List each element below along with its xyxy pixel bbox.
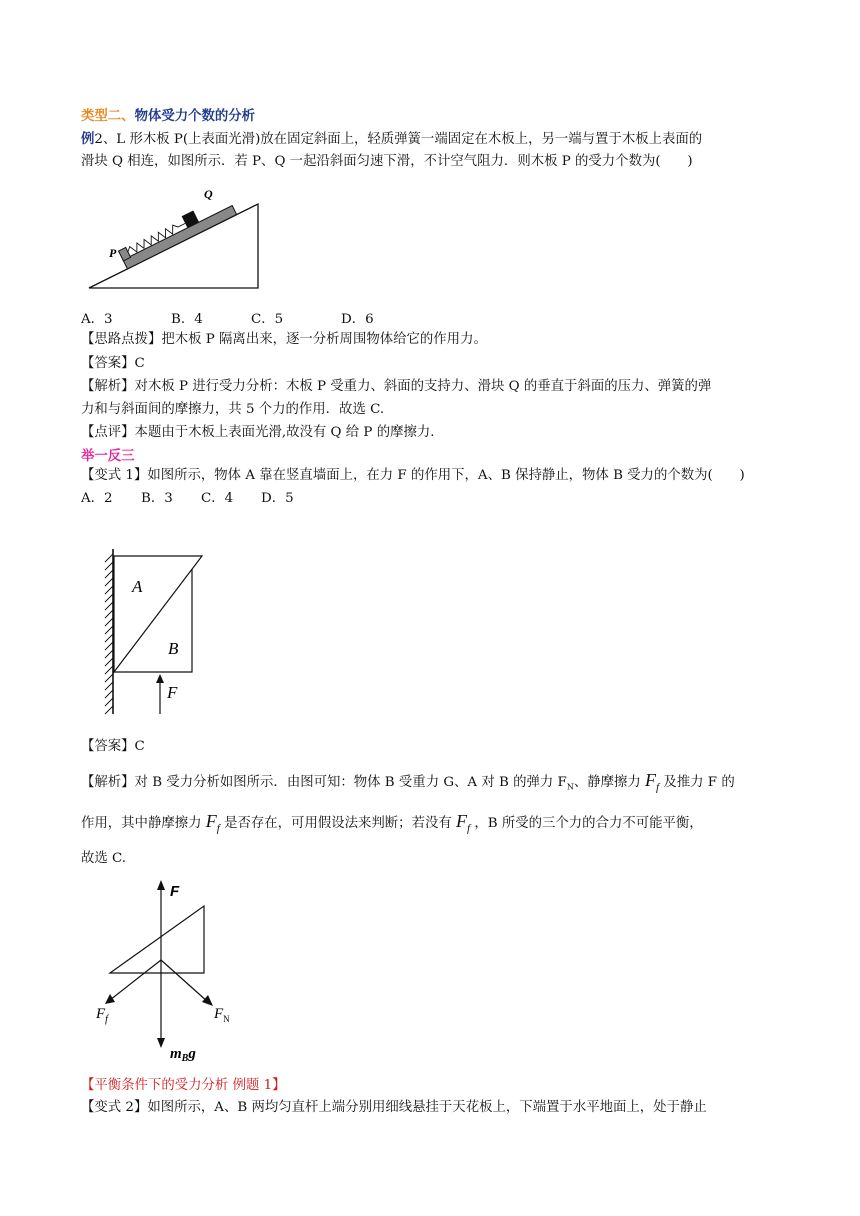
ff-symbol bbox=[205, 811, 220, 835]
example2-comment: 【点评】本题由于木板上表面光滑,故没有 Q 给 P 的摩擦力. bbox=[81, 425, 435, 440]
balance-link-tail[interactable]: 例题 1】 bbox=[232, 1078, 286, 1093]
variant1-answer: 【答案】C bbox=[81, 739, 145, 754]
example2-question-2: 滑块 Q 相连，如图所示．若 P、Q 一起沿斜面匀速下滑，不计空气阻力．则木板 P 的受力个数为( ) bbox=[81, 154, 693, 169]
normal-arrowhead bbox=[202, 995, 213, 1006]
example2-analysis-2: 力和与斜面间的摩擦力，共 5 个力的作用．故选 C. bbox=[81, 402, 385, 417]
ff-sub: f bbox=[467, 822, 471, 835]
variant1-option-a: A．2 bbox=[81, 491, 113, 506]
variant1-question: 【变式 1】如图所示，物体 A 靠在竖直墙面上，在力 F 的作用下，A、B 保持静止，物体 B 受力的个数为( ) bbox=[81, 468, 745, 483]
friction-arrowhead bbox=[105, 994, 115, 1004]
section-title-text: 物体受力个数的分析 bbox=[134, 108, 256, 124]
fn-subscript: N bbox=[566, 782, 574, 792]
label-p: P bbox=[109, 246, 117, 260]
example2-answer: 【答案】C bbox=[81, 356, 145, 371]
section-title bbox=[81, 106, 255, 127]
example2-line1 bbox=[81, 129, 702, 150]
example2-hint: 【思路点拨】把木板 P 隔离出来，逐一分析周围物体给它的作用力。 bbox=[81, 332, 487, 347]
example2-option-d: D．6 bbox=[341, 312, 374, 327]
ff-main: F bbox=[205, 811, 217, 831]
example2-question-1: 2、L 形木板 P(上表面光滑)放在固定斜面上，轻质弹簧一端固定在木板上，另一端与置于木板上表面的 bbox=[94, 132, 703, 147]
analysis-text: 是否存在，可用假设法来判断；若没有 bbox=[224, 816, 452, 831]
section-title-prefix: 类型二、 bbox=[81, 108, 135, 124]
variant1-analysis-1 bbox=[81, 770, 735, 798]
extend-title: 举一反三 bbox=[81, 448, 135, 464]
analysis-text: ，B 所受的三个力的合力不可能平衡， bbox=[474, 816, 703, 831]
variant1-analysis-2 bbox=[81, 811, 703, 839]
ff-main: F bbox=[456, 811, 468, 831]
variant1-analysis-3: 故选 C. bbox=[81, 851, 127, 866]
friction-arrow bbox=[110, 960, 161, 1000]
ff-sub: f bbox=[216, 822, 220, 835]
force-diagram bbox=[88, 878, 248, 1064]
analysis-text: 作用，其中静摩擦力 bbox=[81, 816, 202, 831]
ff-symbol bbox=[456, 811, 471, 835]
wall-figure bbox=[95, 546, 215, 718]
balance-link[interactable] bbox=[81, 1076, 286, 1096]
variant1-option-b: B．3 bbox=[141, 491, 173, 506]
ff-sub: f bbox=[656, 781, 660, 794]
label-mbg: $m_Bg$ bbox=[170, 1046, 196, 1064]
board-p bbox=[117, 194, 236, 269]
ff-symbol bbox=[645, 770, 660, 794]
example2-option-a: A．3 bbox=[81, 312, 113, 327]
label-ff: $F_f$ bbox=[96, 1006, 108, 1025]
label-f: F bbox=[167, 683, 178, 702]
analysis-text: 及推力 F 的 bbox=[663, 775, 735, 790]
example2-option-c: C．5 bbox=[251, 312, 284, 327]
ff-main: F bbox=[645, 770, 657, 790]
normal-arrow bbox=[161, 960, 208, 1002]
label-fn: $F_N$ bbox=[214, 1006, 230, 1024]
example2-option-b: B．4 bbox=[171, 312, 203, 327]
analysis-text: 、静摩擦力 bbox=[573, 775, 641, 790]
force-f-arrowhead bbox=[157, 880, 165, 890]
example-label: 例 bbox=[81, 131, 95, 147]
variant2-question: 【变式 2】如图所示，A、B 两均匀直杆上端分别用细线悬挂于天花板上，下端置于水平地面上，处于静止 bbox=[81, 1100, 707, 1115]
label-q: Q bbox=[204, 187, 213, 201]
gravity-arrowhead bbox=[157, 1038, 165, 1048]
label-b: B bbox=[168, 639, 179, 658]
incline-figure bbox=[85, 180, 265, 292]
wall-hatching bbox=[105, 554, 113, 714]
example2-analysis-1: 【解析】对木板 P 进行受力分析：木板 P 受重力、斜面的支持力、滑块 Q 的垂直于斜面的压力、弹簧的弹 bbox=[81, 379, 712, 394]
label-force-f: F bbox=[170, 883, 180, 900]
block-a bbox=[114, 556, 202, 672]
variant1-option-c: C．4 bbox=[201, 491, 234, 506]
balance-link-text[interactable]: 【平衡条件下的受力分析 bbox=[81, 1078, 229, 1093]
analysis-text: 【解析】对 B 受力分析如图所示．由图可知：物体 B 受重力 G、A 对 B 的弹力 F bbox=[81, 775, 567, 790]
label-a: A bbox=[132, 577, 143, 596]
variant1-option-d: D．5 bbox=[261, 491, 294, 506]
force-f-arrowhead bbox=[156, 674, 164, 683]
